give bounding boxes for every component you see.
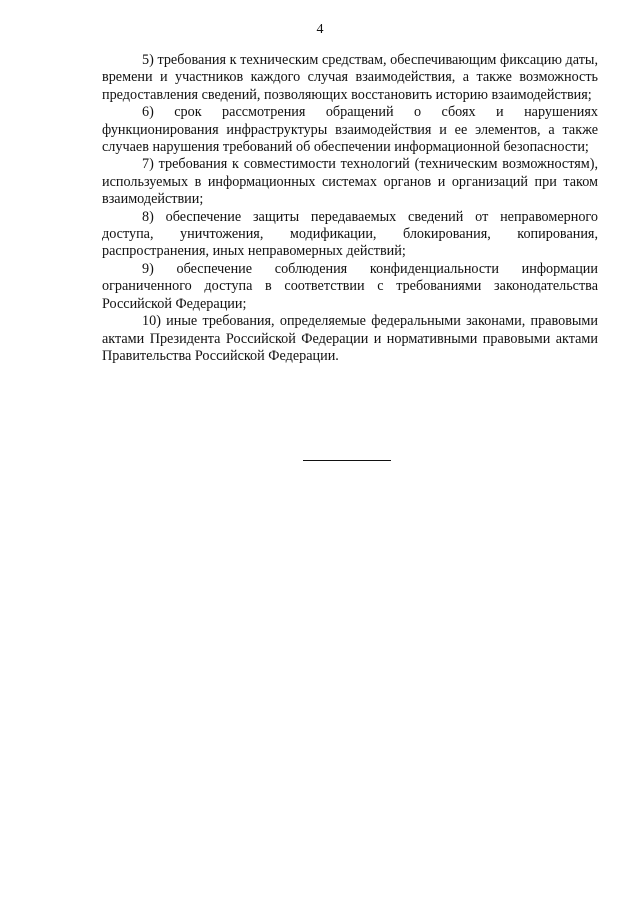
list-item-8: 8) обеспечение защиты передаваемых сведений от неправомерного доступа, уничтожения, модификации, блокирования, копирования, распространения, иных неправомерных действий; bbox=[102, 208, 598, 260]
page-number: 4 bbox=[316, 22, 324, 37]
list-item-5: 5) требования к техническим средствам, обеспечивающим фиксацию даты, времени и участников каждого случая взаимодействия, а также возможность предоставления сведений, позволяющих восстановить историю взаимодействия; bbox=[102, 52, 598, 103]
list-item-7: 7) требования к совместимости технологий (техническим возможностям), используемых в информационных системах органов и организаций при таком взаимодействии; bbox=[102, 156, 598, 208]
list-item-9: 9) обеспечение соблюдения конфиденциальности информации ограниченного доступа в соответствии с требованиями законодательства Российской Федерации; bbox=[102, 260, 598, 312]
end-of-document-divider bbox=[303, 460, 391, 461]
document-body bbox=[102, 52, 598, 365]
list-item-6: 6) срок рассмотрения обращений о сбоях и нарушениях функционирования инфраструктуры взаимодействия и ее элементов, а также случаев нарушения требований об обеспечении информационной безопасности; bbox=[102, 104, 598, 156]
list-item-10: 10) иные требования, определяемые федеральными законами, правовыми актами Президента Российской Федерации и нормативными правовыми актами Правительства Российской Федерации. bbox=[102, 313, 598, 364]
